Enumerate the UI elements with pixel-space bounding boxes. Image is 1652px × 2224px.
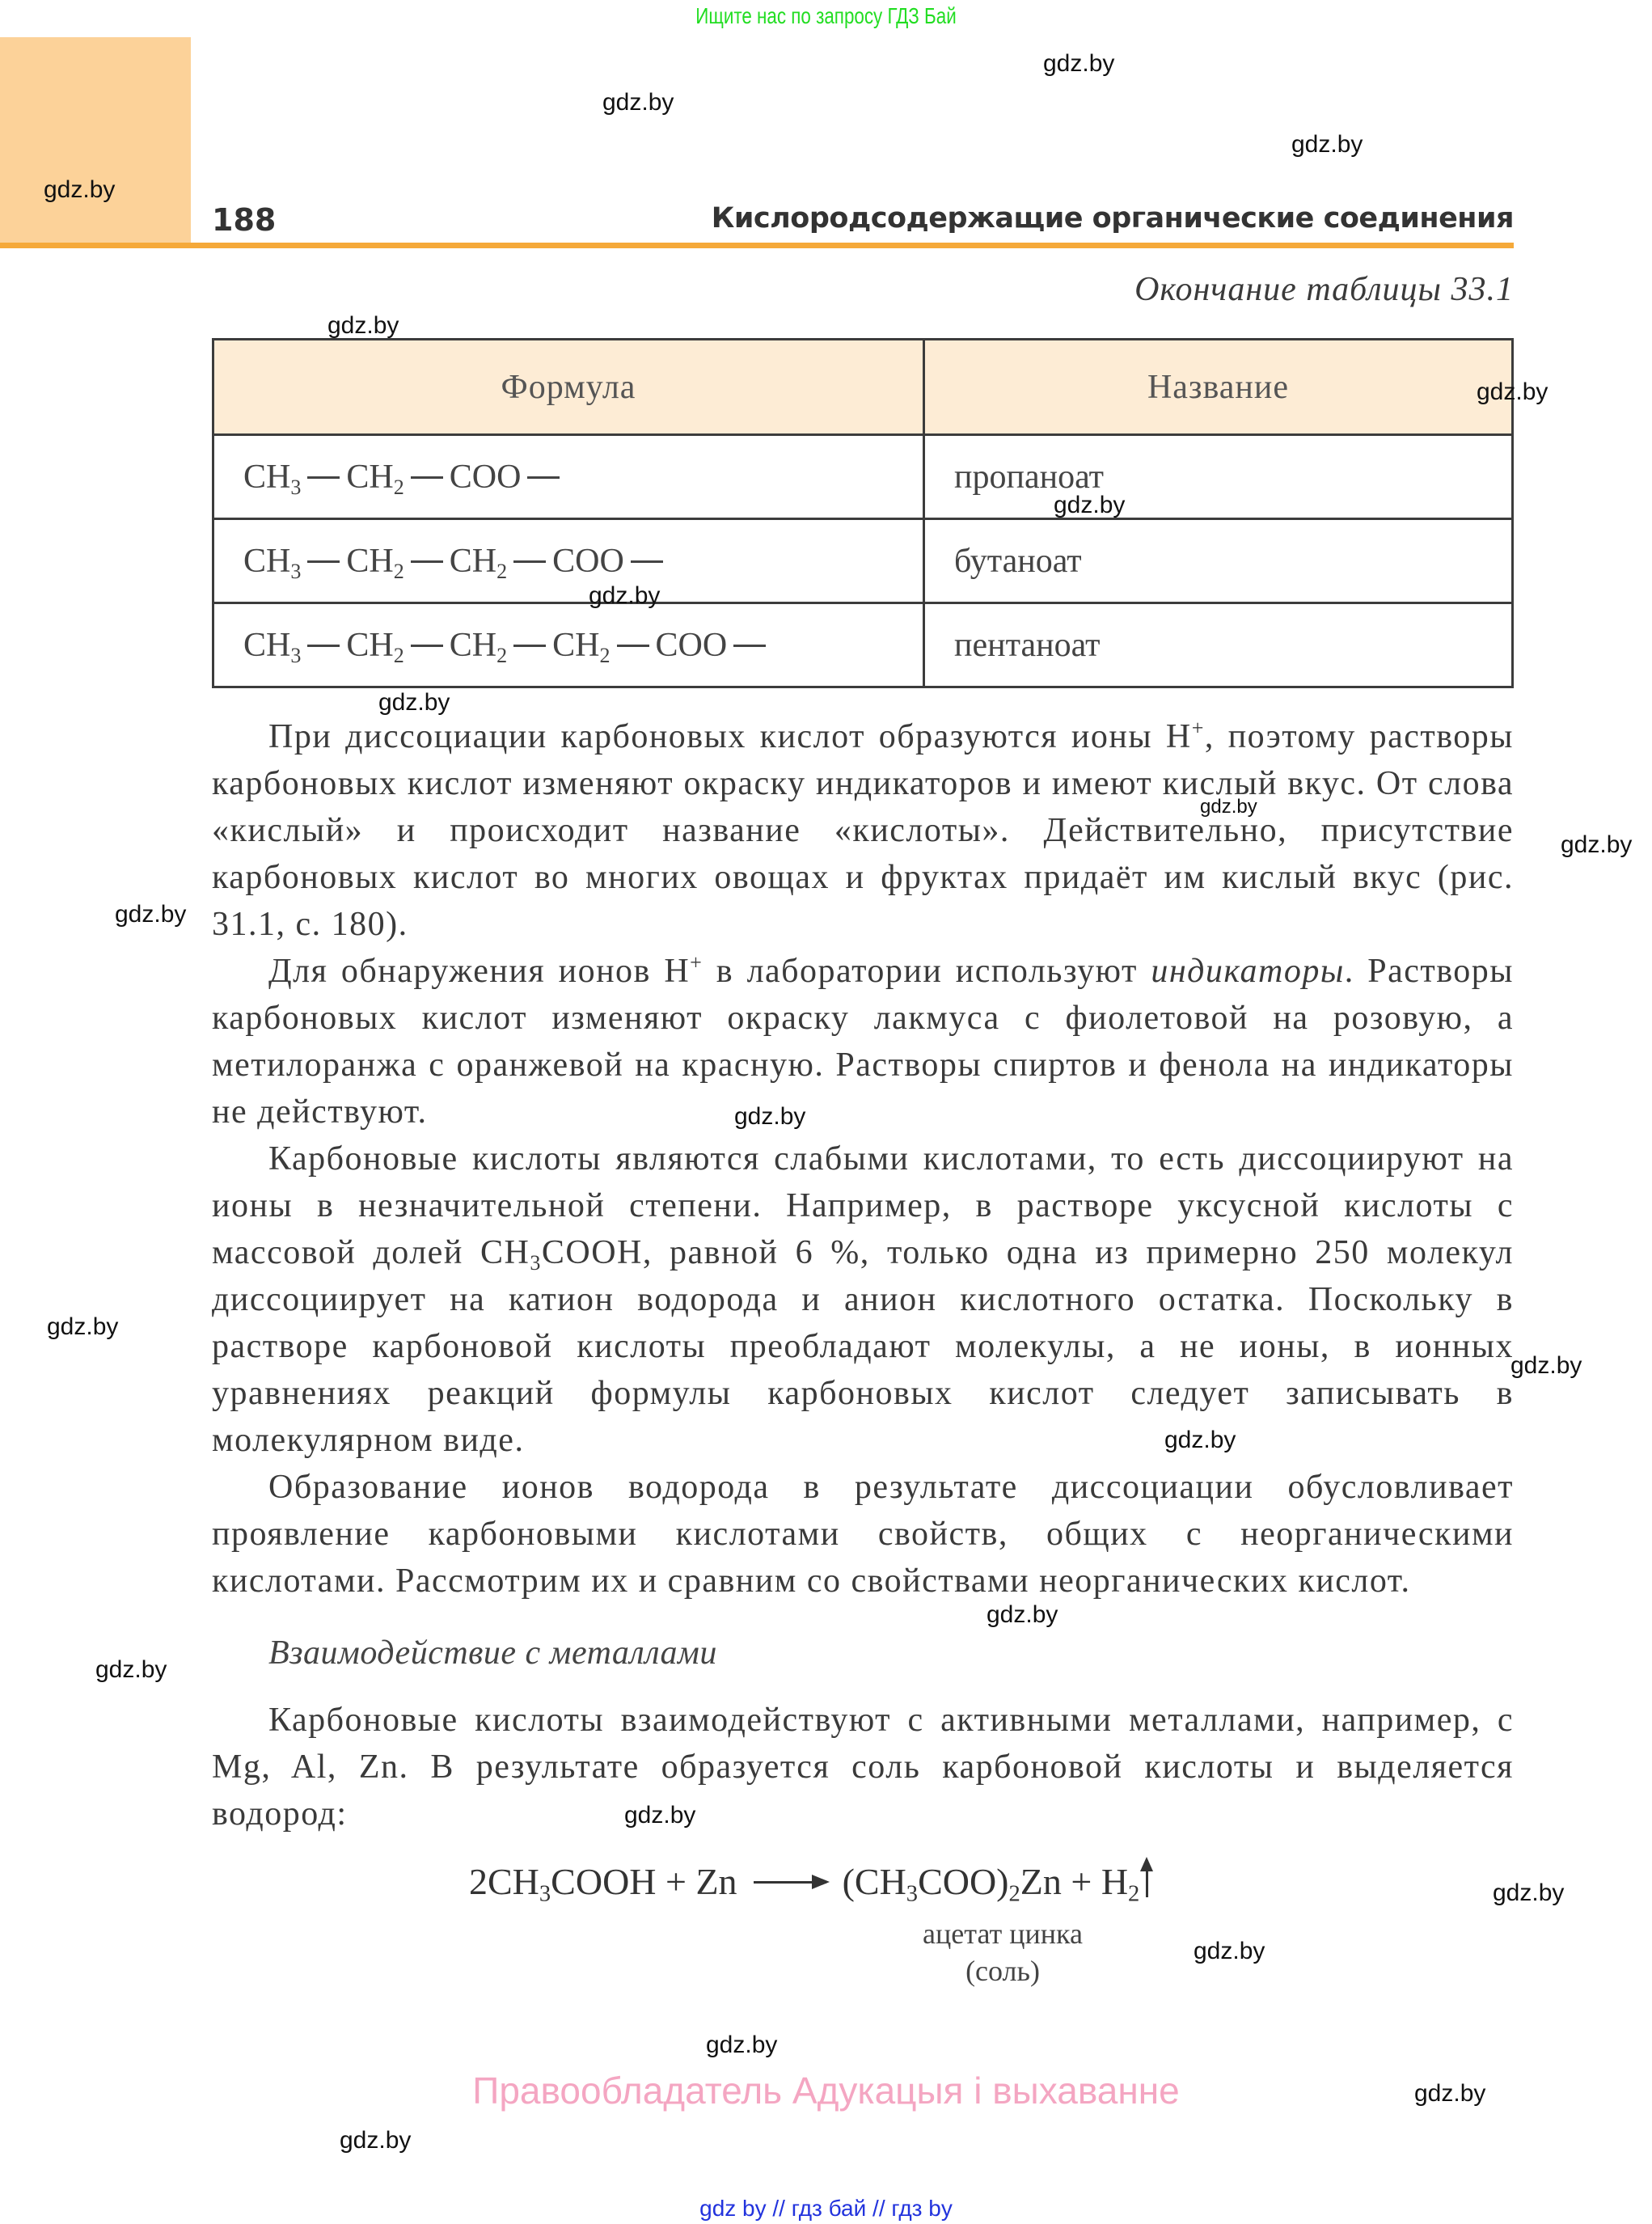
header-rule (0, 243, 1514, 248)
watermark: gdz.by (602, 89, 674, 116)
gas-evolution-arrow-icon (1146, 1860, 1148, 1897)
product-note: (соль) (965, 1955, 1040, 1987)
watermark: gdz.by (115, 901, 187, 928)
watermark: gdz.by (1194, 1938, 1265, 1964)
name-cell: пропаноат (924, 435, 1513, 519)
copyright-notice: Правообладатель Адукацыя і выхаванне (472, 2070, 1180, 2112)
paragraph-properties: Образование ионов водорода в результате диссоциации обусловливает проявление карбоновыми кислотами свойств, общих с неорганическими кислотами. Рассмотрим их и сравним со свойствами неорганических кислот. (212, 1469, 1514, 1600)
watermark: gdz.by (1291, 131, 1363, 158)
watermark: gdz.by (1043, 50, 1115, 77)
watermark: gdz.by (589, 582, 661, 609)
watermark: gdz.by (734, 1103, 806, 1130)
chapter-side-tab (0, 37, 191, 243)
watermark: gdz.by (1561, 831, 1633, 858)
running-title: Кислородсодержащие органические соединения (711, 202, 1514, 235)
column-header-formula: Формула (213, 340, 924, 435)
table-row (213, 435, 1513, 519)
watermark: gdz.by (1414, 2080, 1486, 2107)
watermark: gdz.by (1054, 492, 1126, 518)
page-number: 188 (212, 202, 277, 238)
footer-links[interactable]: gdz by // гдз бай // гдз by (699, 2196, 953, 2221)
search-banner[interactable]: Ищите нас по запросу ГДЗ Бай (695, 3, 957, 28)
watermark: gdz.by (1477, 378, 1548, 405)
watermark: gdz.by (1164, 1427, 1236, 1453)
watermark: gdz.by (1493, 1879, 1565, 1906)
watermark: gdz.by (327, 312, 399, 339)
formula-cell: $CH_3$ $CH_2$ $CH_2$ $CH_2$ COO (213, 603, 924, 687)
product-label: ацетат цинка (923, 1917, 1083, 1950)
paragraph-indicators: Для обнаружения ионов H+ в лаборатории используют индикаторы. Растворы карбоновых кислот изменяют окраску лакмуса с фиолетовой на розовую, а метилоранжа с оранжевой на красную. Растворы спиртов и фенола на индикаторы не действуют. (212, 950, 1514, 1131)
watermark: gdz.by (624, 1802, 696, 1829)
table-caption: Окончание таблицы 33.1 (1134, 271, 1514, 308)
body-text-block-1 (212, 713, 1514, 1605)
name-cell: пентаноат (924, 603, 1513, 687)
section-subheading: Взаимодействие с металлами (268, 1634, 717, 1672)
table-row (213, 519, 1513, 603)
formula-cell: $CH_3$ $CH_2$ $CH_2$ COO (213, 519, 924, 603)
reaction-arrow-icon (754, 1881, 826, 1884)
reaction-equation: $2CH_3COOH + Zn$ $(CH_3COO)_2Zn + H_2$ (469, 1860, 1148, 1903)
watermark: gdz.by (340, 2127, 412, 2154)
table-header-row (213, 340, 1513, 435)
table-row (213, 603, 1513, 687)
name-cell: бутаноат (924, 519, 1513, 603)
watermark: gdz.by (95, 1656, 167, 1683)
watermark: gdz.by (378, 689, 450, 716)
body-text-block-2 (212, 1697, 1514, 1837)
watermark: gdz.by (987, 1601, 1058, 1628)
anion-names-table (212, 338, 1514, 688)
paragraph-dissociation: При диссоциации карбоновых кислот образуются ионы H+, поэтому растворы карбоновых кислот изменяют окраску индикаторов и имеют кислый вкус. От слова «кислый» и происходит название «кислоты». Действительно, присутствие карбоновых кислот во многих овощах и фруктах придаёт им кислый вкус (рис. 31.1, с. 180). (212, 716, 1514, 943)
watermark: gdz.by (44, 176, 116, 203)
watermark: gdz.by (706, 2032, 778, 2058)
column-header-name: Название (924, 340, 1513, 435)
watermark: gdz.by (1200, 796, 1257, 818)
watermark: gdz.by (1510, 1352, 1582, 1379)
paragraph-weak-acids: Карбоновые кислоты являются слабыми кислотами, то есть диссоциируют на ионы в незначительной степени. Например, в растворе уксусной кислоты с массовой долей $CH_3COOH$, равной 6 %, только одна из примерно 250 молекул диссоциирует на катион водорода и анион кислотного остатка. Поскольку в растворе карбоновой кислоты преобладают молекулы, а не ионы, в ионных уравнениях реакций формулы карбоновых кислот следует записывать в молекулярном виде. (212, 1140, 1514, 1459)
formula-cell: $CH_3$ $CH_2$ COO (213, 435, 924, 519)
watermark: gdz.by (47, 1313, 119, 1340)
paragraph-metals: Карбоновые кислоты взаимодействуют с активными металлами, например, с Mg, Al, Zn. В результате образуется соль карбоновой кислоты и выделяется водород: (212, 1702, 1514, 1833)
